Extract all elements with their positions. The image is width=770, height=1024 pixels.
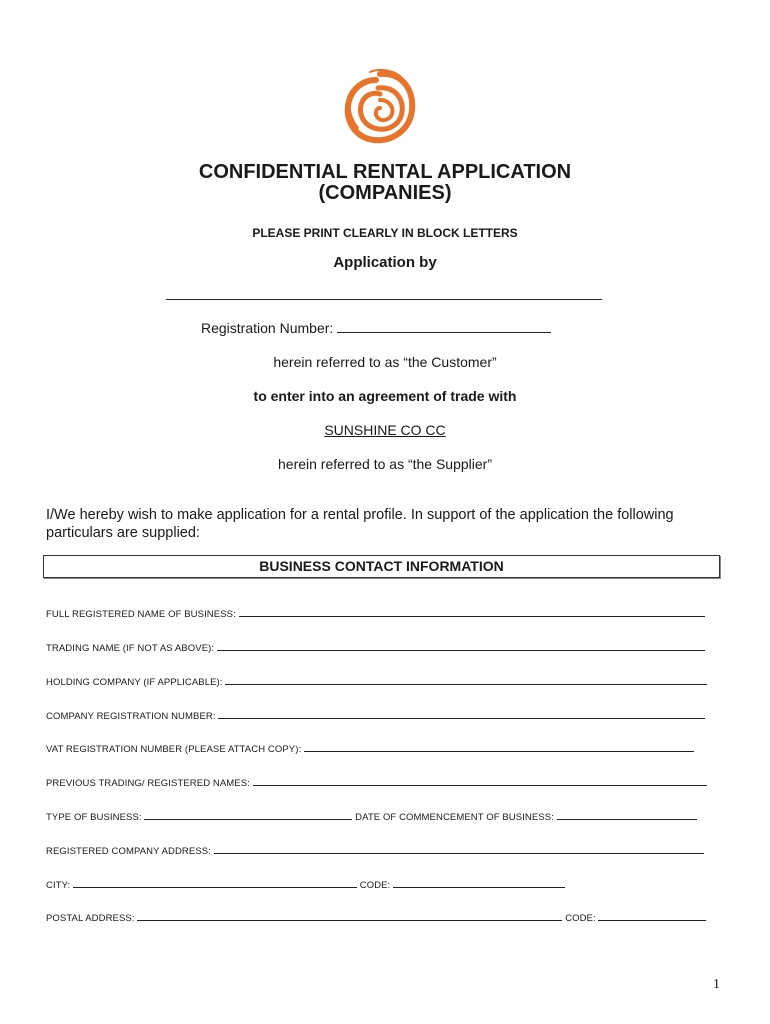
document-subtitle: (COMPANIES) xyxy=(318,182,452,204)
agreement-text: to enter into an agreement of trade with xyxy=(253,388,517,404)
business-type-line[interactable] xyxy=(144,810,352,820)
intro-paragraph: I/We hereby wish to make application for a rental profile. In support of the application the following particulars are supplied: xyxy=(46,507,674,541)
trading-name-line[interactable] xyxy=(217,641,705,651)
holding-company-label: HOLDING COMPANY (IF APPLICABLE): xyxy=(46,677,223,688)
city-line[interactable] xyxy=(73,878,357,888)
previous-names-row xyxy=(46,776,707,789)
applicant-name-line[interactable] xyxy=(166,299,602,300)
supplier-reference: herein referred to as “the Supplier” xyxy=(278,456,492,472)
full-name-line[interactable] xyxy=(239,607,705,617)
company-reg-label: COMPANY REGISTRATION NUMBER: xyxy=(46,711,216,722)
vat-reg-line[interactable] xyxy=(304,742,694,752)
customer-reference: herein referred to as “the Customer” xyxy=(273,354,497,370)
previous-names-line[interactable] xyxy=(253,776,707,786)
section-title: BUSINESS CONTACT INFORMATION xyxy=(259,558,504,574)
postal-address-line[interactable] xyxy=(137,911,562,921)
postal-code-label: CODE: xyxy=(565,913,596,924)
registration-number-label: Registration Number: xyxy=(201,320,334,336)
commencement-date-label: DATE OF COMMENCEMENT OF BUSINESS: xyxy=(355,812,554,823)
trading-name-row xyxy=(46,641,705,654)
vat-reg-row xyxy=(46,742,694,755)
company-reg-row xyxy=(46,709,705,722)
previous-names-label: PREVIOUS TRADING/ REGISTERED NAMES: xyxy=(46,778,250,789)
postal-address-label: POSTAL ADDRESS: xyxy=(46,913,135,924)
holding-company-line[interactable] xyxy=(225,675,707,685)
business-type-row xyxy=(46,810,697,823)
postal-code-line[interactable] xyxy=(598,911,706,921)
city-code-line[interactable] xyxy=(393,878,565,888)
commencement-date-line[interactable] xyxy=(557,810,697,820)
city-label: CITY: xyxy=(46,880,71,891)
company-reg-line[interactable] xyxy=(218,709,705,719)
full-name-label: FULL REGISTERED NAME OF BUSINESS: xyxy=(46,609,236,620)
document-title: CONFIDENTIAL RENTAL APPLICATION xyxy=(198,161,572,183)
vat-reg-label: VAT REGISTRATION NUMBER (PLEASE ATTACH COPY): xyxy=(46,744,302,755)
full-name-row xyxy=(46,607,705,620)
section-header-box xyxy=(43,555,720,578)
holding-company-row xyxy=(46,675,707,688)
application-by-label: Application by xyxy=(333,254,437,271)
registration-number-line[interactable] xyxy=(337,323,551,333)
print-instruction: PLEASE PRINT CLEARLY IN BLOCK LETTERS xyxy=(252,226,518,240)
postal-address-row xyxy=(46,911,706,924)
registration-number-row xyxy=(201,320,551,336)
supplier-name: SUNSHINE CO CC xyxy=(324,422,446,438)
business-type-label: TYPE OF BUSINESS: xyxy=(46,812,142,823)
trading-name-label: TRADING NAME (IF NOT AS ABOVE): xyxy=(46,643,215,654)
city-row xyxy=(46,878,565,891)
page-number: 1 xyxy=(713,977,720,992)
registered-address-row xyxy=(46,844,704,857)
registered-address-label: REGISTERED COMPANY ADDRESS: xyxy=(46,846,211,857)
registered-address-line[interactable] xyxy=(214,844,704,854)
orange-spiral-logo-icon xyxy=(340,66,418,148)
city-code-label: CODE: xyxy=(359,880,391,891)
